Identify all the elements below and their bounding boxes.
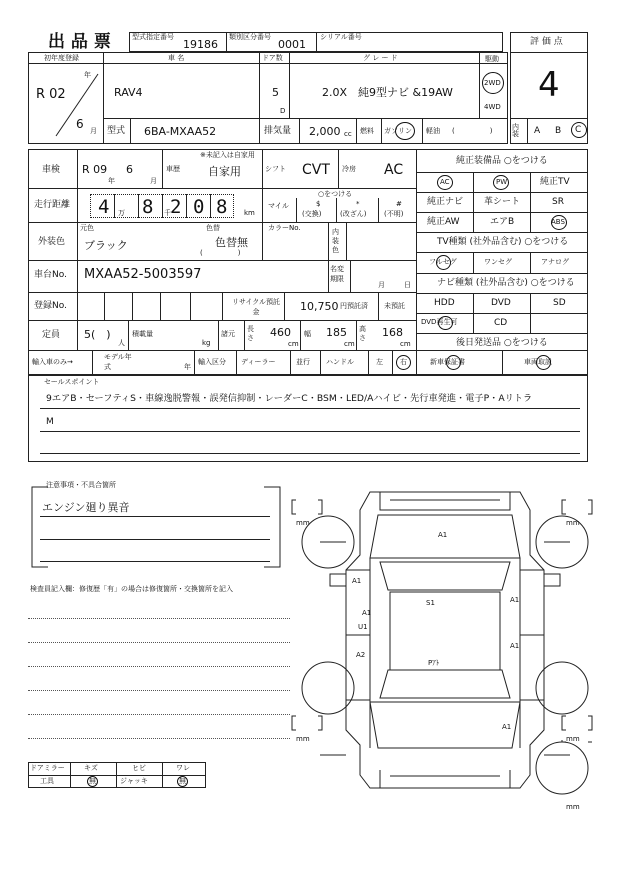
width-value: 185 <box>326 326 347 339</box>
tools-label: 工具 <box>40 777 54 785</box>
recycle-value: 10,750 <box>300 300 339 313</box>
model-year-unit: 年 <box>184 363 191 371</box>
length-value: 460 <box>270 326 291 339</box>
sales-line-2: M <box>46 417 54 427</box>
drive-label: 駆動 <box>485 55 499 63</box>
genuine-equipment-header: 純正装備品 ○をつける <box>456 156 548 166</box>
drive-4wd: 4WD <box>484 103 501 111</box>
first-reg-label: 初年度登録 <box>44 54 79 62</box>
mark-rear-bumper: A1 <box>502 723 512 731</box>
handle-left: 左 <box>376 358 383 366</box>
type-no: 19186 <box>183 38 218 51</box>
history-note: ※未記入は自家用 <box>200 151 255 159</box>
jack-none: 無 <box>179 777 186 785</box>
import-parallel: 並行 <box>296 358 310 366</box>
mm-label-rl: mm <box>296 735 310 743</box>
car-name: RAV4 <box>114 86 143 99</box>
change-day-unit: 日 <box>404 281 411 289</box>
tools-none: 無 <box>89 777 96 785</box>
interior-a: A <box>534 126 541 136</box>
length-unit: cm <box>288 340 299 348</box>
inspection-month: 6 <box>126 163 133 176</box>
inspection-label: 車検 <box>42 165 61 175</box>
first-reg-month: 6 <box>76 117 84 131</box>
mirror-label: ドアミラー <box>30 764 65 772</box>
cc-unit: cc <box>344 130 352 138</box>
width-label: 幅 <box>304 330 311 338</box>
tv-analog: アナログ <box>541 258 569 266</box>
recycle-unit: 円預託済 <box>340 302 368 310</box>
serial-label: シリアル番号 <box>320 33 362 41</box>
change-deadline-label: 名変期限 <box>330 265 344 283</box>
mark-hint: ○をつける <box>318 190 353 198</box>
mileage-digit-2: 8 <box>142 196 154 218</box>
car-name-label: 車 名 <box>168 54 185 62</box>
mileage-digit-3: 2 <box>170 196 182 218</box>
change-month-unit: 月 <box>378 281 385 289</box>
mm-label-spare: mm <box>566 803 580 811</box>
mileage-digit-4: 0 <box>193 196 205 218</box>
mileage-man-unit: 万 <box>118 209 125 217</box>
color-label: 外装色 <box>38 237 66 247</box>
color-orig: ブラック <box>84 239 128 252</box>
mark-trunk: Pｱﾄ <box>428 659 440 667</box>
equip-sr: SR <box>552 197 564 207</box>
mileage-sen-unit: 千 <box>164 209 171 217</box>
doors-value: 5 <box>272 86 279 99</box>
mm-label-fr: mm <box>566 519 580 527</box>
capacity-unit: 人 <box>118 339 125 347</box>
mileage-km-unit: km <box>244 209 255 217</box>
sales-label: セールスポイント <box>44 378 100 386</box>
doors-suffix: D <box>280 107 286 115</box>
interior-c: C <box>575 125 582 135</box>
nav-cd: CD <box>494 318 508 328</box>
cc-label: 排気量 <box>264 126 292 136</box>
mark-rear-left: A2 <box>356 651 366 659</box>
mm-label-rr: mm <box>566 735 580 743</box>
model-value: 6BA-MXAA52 <box>144 125 217 138</box>
page-title: 出 品 票 <box>48 32 111 52</box>
chassis-value: MXAA52-5003597 <box>84 267 202 282</box>
model-label: 型式 <box>107 126 126 136</box>
color-no-label: カラーNo. <box>268 224 301 232</box>
handle-label: ハンドル <box>326 358 354 366</box>
equip-aw: 純正AW <box>427 217 460 227</box>
sales-line-1: 9エアB・セーフティS・車線逸脱警報・誤発信抑制・レーダーC・BSM・LED/Aハイビ・先行車発進・電子P・Aリトラ <box>46 393 533 404</box>
rating-label: 評 価 点 <box>530 37 563 47</box>
recycle-label: リサイクル預託金 <box>231 298 281 316</box>
oil-label: 軽油 <box>426 127 440 135</box>
mark-rear-door-left: U1 <box>358 623 368 631</box>
oil-paren: ( ) <box>452 127 493 135</box>
mm-label-fl: mm <box>296 519 310 527</box>
type-no-label: 型式指定番号 <box>132 33 174 41</box>
inspection-era-year: R 09 <box>82 163 108 176</box>
mileage-label: 走行距離 <box>34 200 71 210</box>
color-paint-paren: ( ) <box>200 249 241 257</box>
exch-label: (交換) <box>302 210 322 218</box>
mark-front-left: A1 <box>352 577 362 585</box>
later-warranty: 新車保証書 <box>430 358 465 366</box>
notes-line-1: エンジン廻り異音 <box>42 501 130 514</box>
length-label: 長さ <box>247 325 254 342</box>
nav-hdd: HDD <box>434 298 455 308</box>
grade-label: グ レ ー ド <box>363 54 398 62</box>
mirror-crack: ヒビ <box>132 764 146 772</box>
width-unit: cm <box>344 340 355 348</box>
inspection-month-unit: 月 <box>150 177 157 185</box>
mark-hood: A1 <box>438 531 448 539</box>
drive-2wd: 2WD <box>484 79 501 87</box>
equip-leather: 革シート <box>484 197 521 207</box>
equip-pw: PW <box>496 178 508 186</box>
height-unit: cm <box>400 340 411 348</box>
mark-roof: S1 <box>426 599 435 607</box>
mark-door-left: A1 <box>362 609 372 617</box>
jack-label: ジャッキ <box>120 777 148 785</box>
import-dealer: ディーラー <box>241 358 276 366</box>
capacity-value: 5( ) <box>84 328 111 341</box>
later-header: 後日発送品 ○をつける <box>456 338 548 348</box>
mile-label: マイル <box>268 202 289 210</box>
exch-symbol: $ <box>316 200 321 208</box>
first-reg-year-unit: 年 <box>84 71 91 79</box>
inspector-label: 検査員記入欄：修復歴「有」の場合は修復箇所・交換箇所を記入 <box>30 585 233 593</box>
height-label: 高さ <box>359 325 366 342</box>
history-label: 車歴 <box>166 165 180 173</box>
later-manual: 車両取説 <box>524 358 552 366</box>
first-reg-month-unit: 月 <box>90 127 97 135</box>
equip-tv: 純正TV <box>540 177 570 187</box>
tv-header: TV種類 (社外品含む) ○をつける <box>437 237 569 247</box>
nav-dvd: DVD <box>491 298 511 308</box>
cc-value: 2,000 <box>309 125 341 138</box>
capacity-label: 定員 <box>42 330 61 340</box>
color-orig-label: 元色 <box>80 224 94 232</box>
car-diagram <box>290 470 600 800</box>
history-value: 自家用 <box>208 165 241 178</box>
mileage-digit-1: 4 <box>98 196 110 218</box>
handle-right: 右 <box>400 358 407 366</box>
load-unit: kg <box>202 339 211 347</box>
sales-box <box>28 375 588 462</box>
equip-airbag: エアB <box>490 217 515 227</box>
equip-abs: ABS <box>551 218 565 226</box>
chassis-label: 車台No. <box>34 270 67 280</box>
interior-b: B <box>555 126 562 136</box>
height-value: 168 <box>382 326 403 339</box>
interior-color-label: 内装色 <box>332 228 339 254</box>
nav-sd: SD <box>553 298 566 308</box>
reg-label: 登録No. <box>34 301 67 311</box>
rating-value: 4 <box>538 65 560 105</box>
ac-value: AC <box>384 162 404 178</box>
notes-label: 注意事項・不具合箇所 <box>46 481 116 489</box>
fuel-value: ガソリン <box>384 127 412 135</box>
mark-rear-right: A1 <box>510 642 520 650</box>
nav-header: ナビ種類 (社外品含む) ○をつける <box>437 278 575 288</box>
import-class-label: 輸入区分 <box>198 358 226 366</box>
doors-label: ドア数 <box>262 54 283 62</box>
alt-label: (改ざん) <box>340 210 367 218</box>
inspection-year-unit: 年 <box>108 177 115 185</box>
unk-label: (不明) <box>384 210 404 218</box>
mirror-scratch: キズ <box>84 764 98 772</box>
color-paint-label: 色替 <box>206 224 220 232</box>
mileage-digit-5: 8 <box>216 196 228 218</box>
unpaid-label: 未預託 <box>384 302 405 310</box>
first-reg-era-year: R 02 <box>36 87 66 102</box>
equip-ac: AC <box>440 178 450 186</box>
tv-fullseg: フルセグ <box>429 258 457 266</box>
load-label: 積載量 <box>132 330 153 338</box>
mark-front-right: A1 <box>510 596 520 604</box>
model-year-label: モデル年式 <box>104 353 132 371</box>
import-label: 輸入車のみ→ <box>32 358 73 366</box>
class-no: 0001 <box>278 38 306 51</box>
mirror-break: ワレ <box>176 764 190 772</box>
equip-navi: 純正ナビ <box>427 197 464 207</box>
interior-label: 内装 <box>512 123 519 138</box>
dims-label: 諸元 <box>221 330 235 338</box>
unk-symbol: # <box>396 200 402 208</box>
class-no-label: 類別区分番号 <box>229 33 271 41</box>
tv-oneseg: ワンセグ <box>484 258 512 266</box>
grade-value: 2.0X 純9型ナビ &19AW <box>322 86 453 99</box>
shift-label: シフト <box>265 165 286 173</box>
ac-label: 冷房 <box>342 165 356 173</box>
color-paint: 色替無 <box>215 236 248 249</box>
shift-value: CVT <box>302 162 330 178</box>
fuel-label: 燃料 <box>360 127 374 135</box>
nav-dvd-play: DVD再生可 <box>421 318 458 326</box>
alt-symbol: * <box>356 200 360 208</box>
